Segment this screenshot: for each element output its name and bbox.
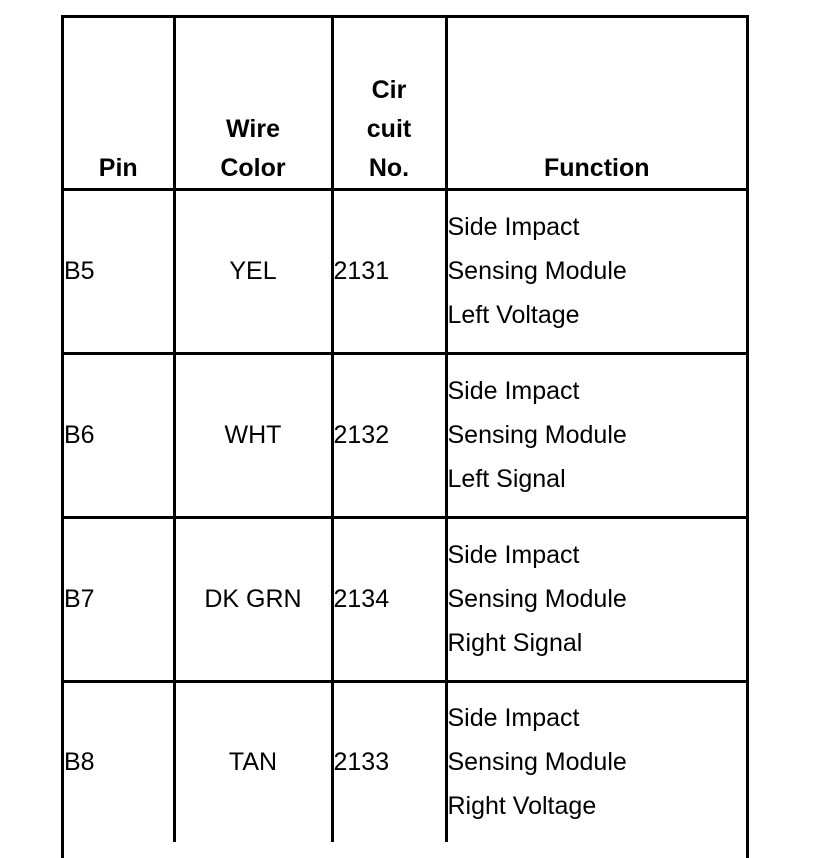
header-circuit-line3: No. <box>368 153 410 182</box>
header-circuit-no <box>332 18 446 189</box>
wire-color-cell: TAN <box>174 681 332 842</box>
header-circuit-line1: Cir <box>371 75 407 104</box>
header-pin-label: Pin <box>98 153 138 182</box>
pin-cell: B8 <box>64 748 95 777</box>
header-circuit-line2: cuit <box>366 114 412 143</box>
table-row <box>64 681 746 842</box>
function-line: Sensing Module <box>447 748 627 777</box>
wire-color-cell: WHT <box>174 353 332 517</box>
table-row <box>64 353 746 517</box>
table-row <box>64 189 746 353</box>
function-line: Right Signal <box>447 629 583 657</box>
pin-cell: B6 <box>64 353 174 517</box>
header-pin <box>64 18 174 189</box>
function-line: Sensing Module <box>447 585 627 613</box>
header-wire-color <box>174 18 332 189</box>
header-wire-color-line2: Color <box>220 153 286 182</box>
circuit-cell: 2131 <box>332 189 446 353</box>
function-line: Side Impact <box>447 541 580 569</box>
wire-color-cell: DK GRN <box>174 517 332 681</box>
function-line: Side Impact <box>447 704 580 733</box>
function-cell <box>446 353 746 517</box>
function-line: Right Voltage <box>447 792 597 821</box>
function-line: Sensing Module <box>447 421 627 449</box>
header-function-label: Function <box>543 153 650 182</box>
pin-cell: B5 <box>64 189 174 353</box>
function-cell <box>446 517 746 681</box>
header-function <box>446 18 746 189</box>
connector-pinout-table-frame <box>61 15 749 858</box>
function-line: Sensing Module <box>447 257 627 285</box>
function-line: Side Impact <box>447 377 580 405</box>
pin-cell: B7 <box>64 517 174 681</box>
circuit-cell: 2134 <box>332 517 446 681</box>
wire-color-cell: YEL <box>174 189 332 353</box>
connector-pinout-table <box>64 18 746 842</box>
circuit-cell: 2133 <box>332 681 446 842</box>
table-header-row <box>64 18 746 189</box>
table-row <box>64 517 746 681</box>
function-line: Left Voltage <box>447 301 580 329</box>
function-line: Side Impact <box>447 213 580 241</box>
function-line: Left Signal <box>447 465 566 493</box>
function-cell <box>446 681 746 842</box>
header-wire-color-line1: Wire <box>226 114 280 143</box>
circuit-cell: 2132 <box>332 353 446 517</box>
function-cell <box>446 189 746 353</box>
